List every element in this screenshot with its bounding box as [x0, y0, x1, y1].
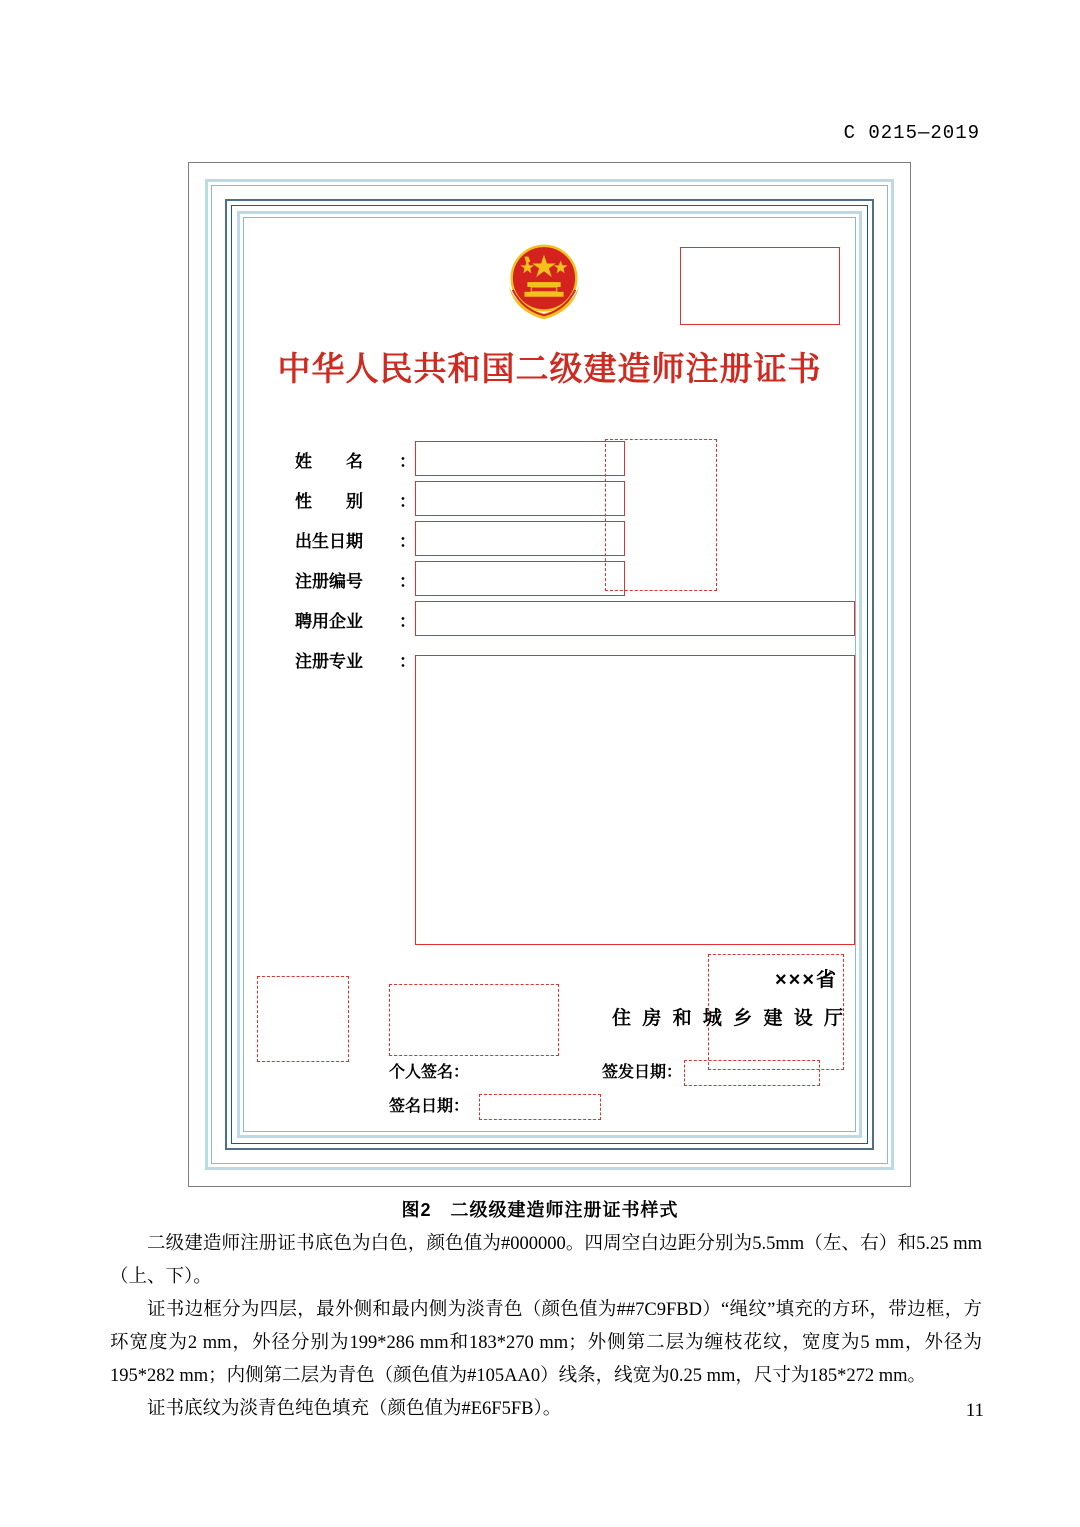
authority-department: 住 房 和 城 乡 建 设 厅	[612, 1008, 846, 1029]
field-colon-birth-date: ：	[399, 532, 416, 551]
paragraph-2: 证书边框分为四层，最外侧和最内侧为淡青色（颜色值为##7C9FBD）“绳纹”填充的方环，带边框，方环宽度为2 mm，外径分别为199*286 mm和183*270 mm；外侧第二层为缠枝花纹，宽度为5 mm，外径为195*282 mm；内侧第二层为青色（颜色值为#105AA0）线条，线宽为0.25 mm，尺寸为185*272 mm。	[110, 1300, 982, 1386]
field-row-register-no	[295, 559, 832, 599]
issue-date-label: 签发日期：	[601, 1064, 682, 1081]
field-colon-name: ：	[399, 452, 416, 471]
standard-code: C 0215—2019	[843, 122, 980, 144]
emblem-row	[247, 239, 852, 339]
field-input-birth-date[interactable]	[415, 521, 625, 556]
page-number: 11	[965, 1400, 984, 1421]
field-colon-employer: ：	[399, 612, 416, 631]
field-label-name: 姓 名	[295, 452, 363, 471]
field-label-major: 注册专业	[295, 652, 363, 671]
field-input-gender[interactable]	[415, 481, 625, 516]
photo-placeholder-box	[680, 247, 840, 325]
personal-signature-label: 个人签名：	[389, 1064, 470, 1081]
field-row-birth-date	[295, 519, 832, 559]
paragraph-1: 二级建造师注册证书底色为白色，颜色值为#000000。四周空白边距分别为5.5mm（左、右）和5.25 mm（上、下）。	[110, 1234, 982, 1287]
field-row-name	[295, 439, 832, 479]
signature-date-box[interactable]	[479, 1094, 601, 1120]
field-colon-gender: ：	[399, 492, 416, 511]
seal-box	[257, 976, 349, 1062]
field-input-major[interactable]	[415, 655, 855, 945]
field-colon-major: ：	[399, 652, 416, 671]
national-emblem-icon	[495, 239, 593, 331]
certificate-figure	[188, 162, 911, 1187]
field-label-register-no: 注册编号	[295, 572, 363, 591]
paragraph-3: 证书底纹为淡青色纯色填充（颜色值为#E6F5FB）。	[147, 1399, 562, 1419]
authority-province: ×××省	[774, 969, 838, 991]
figure-caption: 图2 二级级建造师注册证书样式	[401, 1200, 679, 1220]
field-colon-register-no: ：	[399, 572, 416, 591]
personal-signature-box[interactable]	[389, 984, 559, 1056]
field-input-name[interactable]	[415, 441, 625, 476]
field-input-register-no[interactable]	[415, 561, 625, 596]
field-list	[295, 439, 832, 679]
body-text	[110, 1228, 982, 1426]
issue-date-box[interactable]	[684, 1060, 820, 1086]
certificate-title: 中华人民共和国二级建造师注册证书	[277, 350, 822, 387]
field-row-employer	[295, 599, 832, 639]
field-row-gender	[295, 479, 832, 519]
field-input-employer[interactable]	[415, 601, 855, 636]
field-label-employer: 聘用企业	[295, 612, 363, 631]
signature-date-label: 签名日期：	[389, 1098, 470, 1115]
certificate-content	[247, 221, 852, 1128]
field-label-birth-date: 出生日期	[295, 532, 363, 551]
field-label-gender: 性 别	[295, 492, 363, 511]
